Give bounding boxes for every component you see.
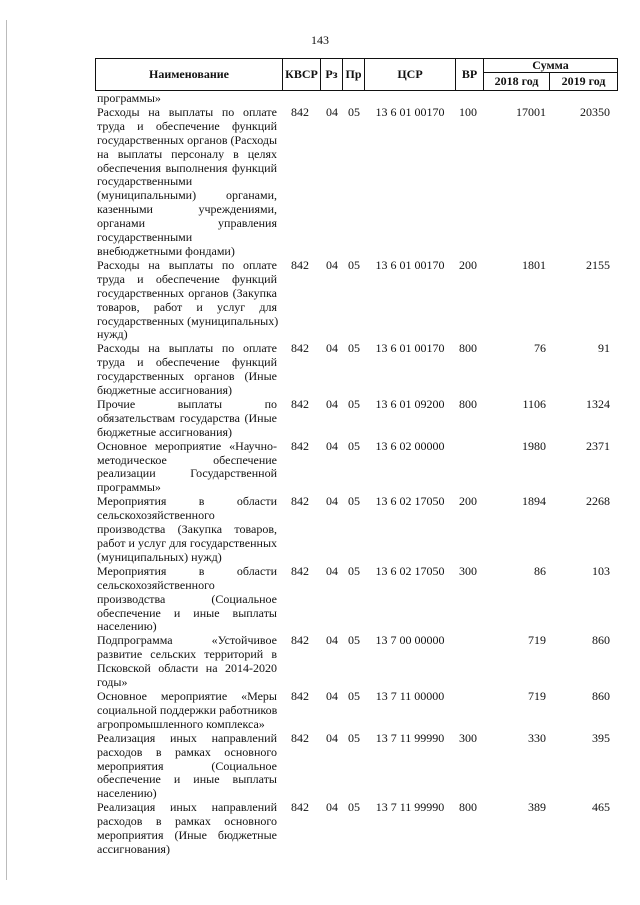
row-name-line: обеспечение и иные выплаты xyxy=(97,772,277,787)
row-sum-2019: 20350 xyxy=(580,104,610,119)
table-row xyxy=(0,634,640,690)
row-name-line: расходов в рамках основного xyxy=(97,814,277,829)
row-kvsr: 842 xyxy=(291,396,309,411)
row-name-line: государственных (муниципальных) xyxy=(97,313,279,328)
row-pr: 05 xyxy=(348,633,360,648)
row-sum-2019: 91 xyxy=(598,341,610,356)
row-name-line: программы» xyxy=(97,91,161,105)
row-csr: 13 7 00 00000 xyxy=(375,633,445,648)
row-name-line: на выплаты персоналу в целях xyxy=(97,146,277,161)
table-row xyxy=(0,565,640,635)
row-name-line: производства (Социальное xyxy=(97,591,277,606)
row-sum-2018: 1894 xyxy=(522,494,546,509)
row-name-line: обеспечение и иные выплаты xyxy=(97,605,277,620)
row-kvsr: 842 xyxy=(291,257,309,272)
row-name xyxy=(97,398,277,440)
table-row xyxy=(0,801,640,857)
page-number: 143 xyxy=(311,33,329,47)
table-row xyxy=(0,92,640,106)
row-name xyxy=(97,259,277,342)
row-name-line: казенными учреждениями, xyxy=(97,202,277,217)
row-rz: 04 xyxy=(326,257,338,272)
row-name xyxy=(97,565,277,635)
row-name-line: Псковской области на 2014-2020 xyxy=(97,661,277,676)
table-row xyxy=(0,259,640,342)
row-sum-2018: 1106 xyxy=(522,396,546,411)
row-name-line: Расходы на выплаты по оплате xyxy=(97,257,277,272)
row-name-line: труда и обеспечение функций xyxy=(97,355,277,370)
row-sum-2019: 465 xyxy=(592,800,610,815)
row-pr: 05 xyxy=(348,104,360,119)
row-sum-2018: 389 xyxy=(528,800,546,815)
row-vr: 800 xyxy=(459,800,477,815)
row-csr: 13 6 01 00170 xyxy=(375,341,445,356)
table-row xyxy=(0,398,640,440)
header-kvsr: КВСР xyxy=(282,59,320,90)
row-pr: 05 xyxy=(348,563,360,578)
row-rz: 04 xyxy=(326,494,338,509)
row-rz: 04 xyxy=(326,396,338,411)
header-vr: ВР xyxy=(455,59,483,90)
row-rz: 04 xyxy=(326,688,338,703)
row-pr: 05 xyxy=(348,341,360,356)
row-pr: 05 xyxy=(348,494,360,509)
row-name-line: обеспечения выполнения функций xyxy=(97,160,277,175)
row-rz: 04 xyxy=(326,438,338,453)
row-name-line: Основное мероприятие «Меры xyxy=(97,688,277,703)
row-pr: 05 xyxy=(348,438,360,453)
header-2018: 2018 год xyxy=(484,73,550,90)
row-name xyxy=(97,342,277,398)
row-kvsr: 842 xyxy=(291,494,309,509)
row-kvsr: 842 xyxy=(291,341,309,356)
row-name-line: внебюджетными фондами) xyxy=(97,243,235,258)
row-vr: 200 xyxy=(459,494,477,509)
row-name-line: мероприятия (Иные бюджетные xyxy=(97,828,277,843)
row-kvsr: 842 xyxy=(291,438,309,453)
row-rz: 04 xyxy=(326,563,338,578)
header-pr: Пр xyxy=(342,59,364,90)
row-sum-2018: 1980 xyxy=(522,438,546,453)
row-vr: 300 xyxy=(459,730,477,745)
row-sum-2018: 719 xyxy=(528,688,546,703)
row-csr: 13 7 11 00000 xyxy=(375,688,445,703)
row-name-line: мероприятия (Социальное xyxy=(97,758,277,773)
row-name-line: органами управления xyxy=(97,216,277,231)
header-sum-group xyxy=(483,59,617,90)
row-name xyxy=(97,92,277,106)
row-vr: 300 xyxy=(459,563,477,578)
row-name-line: сельскохозяйственного xyxy=(97,577,215,592)
row-name-line: Расходы на выплаты по оплате xyxy=(97,104,277,119)
row-pr: 05 xyxy=(348,800,360,815)
row-vr: 800 xyxy=(459,396,477,411)
table-row xyxy=(0,342,640,398)
table-header xyxy=(95,58,618,91)
row-sum-2019: 395 xyxy=(592,730,610,745)
header-sum: Сумма xyxy=(484,59,617,73)
row-name-line: государственными xyxy=(97,174,193,189)
row-name xyxy=(97,801,277,857)
row-csr: 13 6 01 00170 xyxy=(375,104,445,119)
row-pr: 05 xyxy=(348,688,360,703)
row-sum-2018: 76 xyxy=(534,341,546,356)
row-name-line: бюджетные ассигнования) xyxy=(97,383,233,398)
row-name-line: сельскохозяйственного xyxy=(97,508,215,523)
row-pr: 05 xyxy=(348,730,360,745)
row-sum-2019: 860 xyxy=(592,688,610,703)
row-name-line: государственных органов (Иные xyxy=(97,369,277,384)
row-csr: 13 7 11 99990 xyxy=(375,800,445,815)
row-rz: 04 xyxy=(326,341,338,356)
row-sum-2018: 330 xyxy=(528,730,546,745)
row-csr: 13 6 02 00000 xyxy=(375,438,445,453)
row-name-line: населению) xyxy=(97,786,157,801)
row-name-line: ассигнования) xyxy=(97,841,170,856)
row-csr: 13 6 01 09200 xyxy=(375,396,445,411)
row-vr: 800 xyxy=(459,341,477,356)
row-name-line: Реализация иных направлений xyxy=(97,730,277,745)
row-name-line: расходов в рамках основного xyxy=(97,744,277,759)
row-sum-2018: 17001 xyxy=(516,104,546,119)
row-name-line: бюджетные ассигнования) xyxy=(97,424,233,439)
row-sum-2019: 2268 xyxy=(586,494,610,509)
row-name-line: развитие сельских территорий в xyxy=(97,647,277,662)
row-name-line: Подпрограмма «Устойчивое xyxy=(97,633,277,648)
table-row xyxy=(0,106,640,259)
row-name-line: государственных органов (Закупка xyxy=(97,285,277,300)
row-csr: 13 7 11 99990 xyxy=(375,730,445,745)
row-csr: 13 6 01 00170 xyxy=(375,257,445,272)
table-body xyxy=(0,92,640,857)
row-name-line: государственными xyxy=(97,230,193,245)
row-sum-2019: 2371 xyxy=(586,438,610,453)
row-kvsr: 842 xyxy=(291,730,309,745)
header-2019: 2019 год xyxy=(561,74,606,88)
row-name-line: агропромышленного комплекса» xyxy=(97,716,265,731)
row-name xyxy=(97,732,277,802)
row-name-line: труда и обеспечение функций xyxy=(97,271,277,286)
row-vr: 100 xyxy=(459,104,477,119)
row-name-line: годы» xyxy=(97,675,128,690)
header-rz: Рз xyxy=(320,59,342,90)
row-vr: 200 xyxy=(459,257,477,272)
row-rz: 04 xyxy=(326,730,338,745)
row-name-line: Основное мероприятие «Научно- xyxy=(97,438,277,453)
row-sum-2018: 86 xyxy=(534,563,546,578)
row-name xyxy=(97,634,277,690)
row-name-line: методическое обеспечение xyxy=(97,452,277,467)
header-csr: ЦСР xyxy=(364,59,455,90)
row-sum-2019: 860 xyxy=(592,633,610,648)
row-name-line: нужд) xyxy=(97,327,128,342)
row-name-line: социальной поддержки работников xyxy=(97,702,278,717)
row-name-line: производства (Закупка товаров, xyxy=(97,522,277,537)
row-name-line: Мероприятия в области xyxy=(97,563,277,578)
table-row xyxy=(0,732,640,802)
row-name-line: государственных органов (Расходы xyxy=(97,132,278,147)
header-name: Наименование xyxy=(149,67,229,81)
row-kvsr: 842 xyxy=(291,563,309,578)
row-name xyxy=(97,495,277,565)
row-name-line: Расходы на выплаты по оплате xyxy=(97,341,277,356)
row-csr: 13 6 02 17050 xyxy=(375,494,445,509)
row-name-line: населению) xyxy=(97,619,157,634)
row-name-line: обязательствам государства (Иные xyxy=(97,410,277,425)
row-name xyxy=(97,690,277,732)
row-csr: 13 6 02 17050 xyxy=(375,563,445,578)
table-row xyxy=(0,690,640,732)
row-name-line: реализации Государственной xyxy=(97,466,277,481)
row-kvsr: 842 xyxy=(291,633,309,648)
row-name xyxy=(97,440,277,496)
row-name-line: Реализация иных направлений xyxy=(97,800,277,815)
row-kvsr: 842 xyxy=(291,800,309,815)
row-name-line: товаров, работ и услуг для xyxy=(97,299,277,314)
row-sum-2018: 719 xyxy=(528,633,546,648)
scan-edge xyxy=(6,20,7,880)
row-name-line: Мероприятия в области xyxy=(97,494,277,509)
row-sum-2019: 1324 xyxy=(586,396,610,411)
row-name-line: труда и обеспечение функций xyxy=(97,118,277,133)
row-name-line: программы» xyxy=(97,480,161,495)
row-kvsr: 842 xyxy=(291,688,309,703)
row-sum-2019: 2155 xyxy=(586,257,610,272)
row-rz: 04 xyxy=(326,800,338,815)
row-rz: 04 xyxy=(326,104,338,119)
row-name-line: Прочие выплаты по xyxy=(97,396,277,411)
row-kvsr: 842 xyxy=(291,104,309,119)
row-name-line: работ и услуг для государственных xyxy=(97,536,277,550)
row-name xyxy=(97,106,277,259)
row-rz: 04 xyxy=(326,633,338,648)
row-sum-2019: 103 xyxy=(592,563,610,578)
table-row xyxy=(0,495,640,565)
table-row xyxy=(0,440,640,496)
row-name-line: (муниципальными) органами, xyxy=(97,188,277,203)
row-pr: 05 xyxy=(348,257,360,272)
row-sum-2018: 1801 xyxy=(522,257,546,272)
row-pr: 05 xyxy=(348,396,360,411)
row-name-line: (муниципальных) нужд) xyxy=(97,549,222,564)
